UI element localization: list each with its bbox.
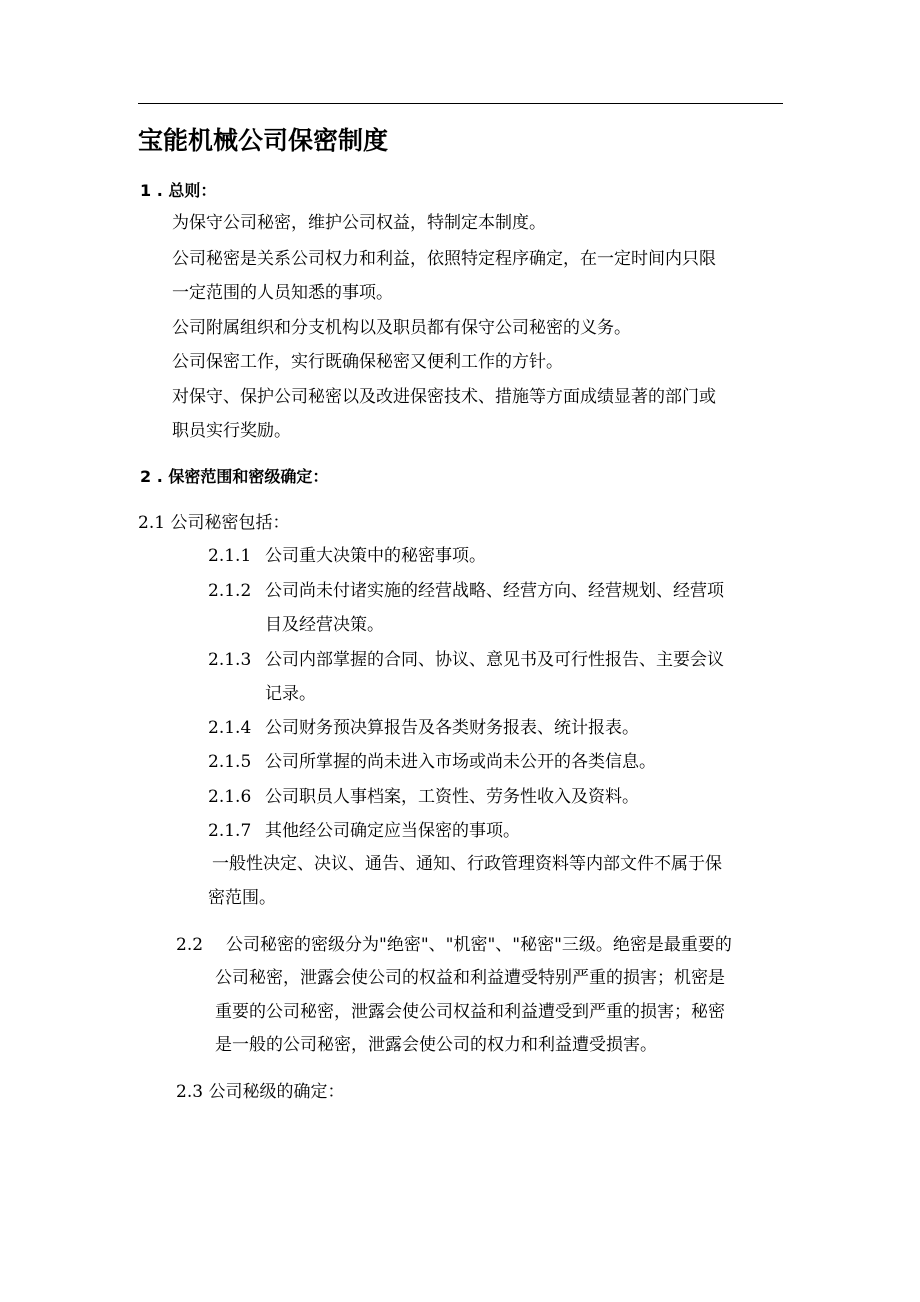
section-1-paragraph: 公司保密工作，实行既确保秘密又便利工作的方针。 [172,352,563,372]
clause-number: 2.1.6 [208,787,252,807]
clause-text-continued: 是一般的公司秘密，泄露会使公司的权力和利益遭受损害。 [215,1035,657,1055]
clause-text: 公司内部掌握的合同、协议、意见书及可行性报告、主要会议 [265,650,724,670]
clause-number: 2.1.2 [208,581,252,601]
section-1-paragraph: 对保守、保护公司秘密以及改进保密技术、措施等方面成绩显著的部门或 [172,387,716,407]
scope-note: 一般性决定、决议、通告、通知、行政管理资料等内部文件不属于保 [212,854,722,874]
section-2-3-heading: 2.3 公司秘级的确定： [176,1082,345,1102]
clause-text-continued: 重要的公司秘密，泄露会使公司权益和利益遭受到严重的损害；秘密 [215,1002,725,1022]
clause-text-continued: 记录。 [265,684,316,704]
section-1-paragraph: 公司秘密是关系公司权力和利益，依照特定程序确定，在一定时间内只限 [172,249,716,269]
clause-number: 2.2 [176,935,204,955]
section-2-1-heading: 2.1 公司秘密包括： [138,513,290,533]
header-rule [138,103,783,104]
clause-number: 2.1.7 [208,821,252,841]
clause-text: 公司所掌握的尚未进入市场或尚未公开的各类信息。 [265,752,656,772]
section-1-paragraph: 职员实行奖励。 [172,421,291,441]
clause-text-continued: 公司秘密，泄露会使公司的权益和利益遭受特别严重的损害；机密是 [215,968,725,988]
clause-text: 公司秘密的密级分为"绝密"、"机密"、"秘密"三级。绝密是最重要的 [226,935,732,955]
scope-note: 密范围。 [208,888,276,908]
clause-text: 公司职员人事档案，工资性、劳务性收入及资料。 [265,787,639,807]
clause-number: 2.1.1 [208,546,252,566]
clause-number: 2.1.4 [208,718,252,738]
clause-text: 公司重大决策中的秘密事项。 [265,546,486,566]
section-1-paragraph: 一定范围的人员知悉的事项。 [172,283,393,303]
clause-text-continued: 目及经营决策。 [265,615,384,635]
clause-text: 公司尚未付诸实施的经营战略、经营方向、经营规划、经营项 [265,581,724,601]
section-2-heading: 2 . 保密范围和密级确定： [140,467,329,486]
section-1-paragraph: 为保守公司秘密，维护公司权益，特制定本制度。 [172,213,546,233]
section-1-heading: 1 . 总则： [140,181,217,200]
clause-text: 公司财务预决算报告及各类财务报表、统计报表。 [265,718,639,738]
page-title: 宝能机械公司保密制度 [138,126,389,155]
clause-number: 2.1.3 [208,650,252,670]
clause-number: 2.1.5 [208,752,252,772]
section-1-paragraph: 公司附属组织和分支机构以及职员都有保守公司秘密的义务。 [172,318,631,338]
clause-text: 其他经公司确定应当保密的事项。 [265,821,520,841]
